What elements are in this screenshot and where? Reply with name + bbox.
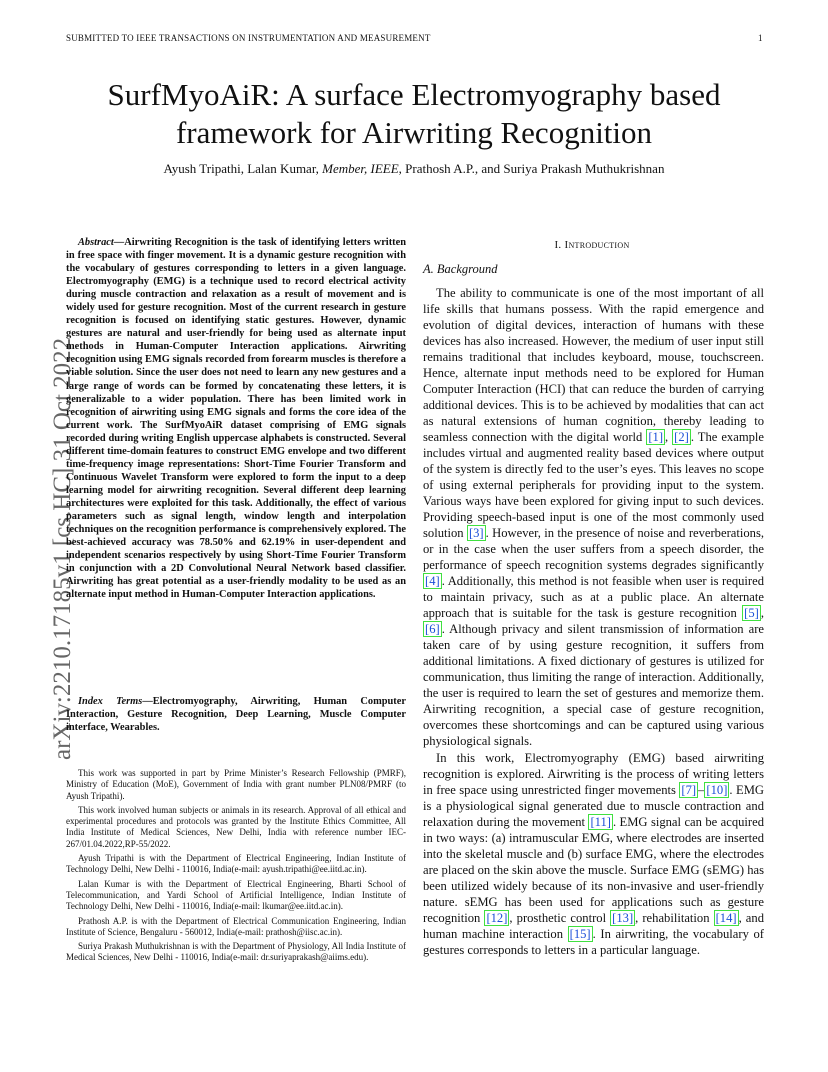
citation-link[interactable]: [13] [612, 911, 634, 925]
intro-text: . Additionally, this method is not feasible when user is required to maintain privacy, such as at a public place. An alternate approach that is suitable for the task is gesture recognition [423, 574, 764, 620]
intro-text: , [760, 606, 764, 620]
citation-link[interactable]: [10] [706, 783, 728, 797]
authors-part-a: Ayush Tripathi, Lalan Kumar, [163, 161, 319, 176]
intro-text: , prosthetic control [509, 911, 611, 925]
section-heading: I. Introduction [554, 239, 630, 251]
citation-link[interactable]: [1] [648, 430, 664, 444]
intro-text: . EMG signal can be acquired in two ways: (a) intramuscular EMG, where electrodes are inserted into the skeletal muscle and (b) surface EMG, where the electrodes are placed on the skin above the muscle. Surface EMG (sEMG) has been utilized widely because of its non-invasive and user-friendly nature. sEMG has been used for applications such as gesture recognition [423, 815, 764, 925]
authors-role: Member, IEEE [322, 161, 399, 176]
intro-paragraph-2 [423, 750, 764, 958]
intro-text: . However, in the presence of noise and reverberations, or in the case when the user suffers from a speech disorder, the performance of speech recognition systems degrades significantly [423, 526, 764, 572]
subsection-heading: A. Background [423, 262, 498, 276]
citation-link[interactable]: [4] [425, 574, 440, 588]
title-line-2: framework for Airwriting Recognition [175, 115, 653, 150]
citation-link[interactable]: [3] [468, 526, 484, 540]
page-number: 1 [758, 33, 763, 43]
index-terms [66, 695, 406, 734]
intro-text: , rehabilitation [635, 911, 714, 925]
citation-link[interactable]: [7] [681, 783, 697, 797]
footnote: This work was supported in part by Prime Minister’s Research Fellowship (PMRF), Ministry of Education (MoE), Government of India with grant number PLN08/PMRF (to Ayush Tripathi). [66, 768, 406, 801]
footnote: Prathosh A.P. is with the Department of Electrical Communication Engineering, Indian Institute of Science, Bengaluru - 560012, India(e-mail: prathosh@iisc.ac.in). [66, 915, 406, 937]
index-terms-text: —Electromyography, Airwriting, Human Computer Interaction, Gesture Recognition, Deep Learning, Muscle Computer interface, Wearables. [66, 696, 406, 734]
citation-link[interactable]: [12] [486, 911, 508, 925]
introduction-body [423, 285, 764, 958]
footnote: Suriya Prakash Muthukrishnan is with the Department of Physiology, All India Institute of Medical Sciences, New Delhi - 110016, India(e-mail: dr.suriyaprakash@aiims.edu). [66, 941, 406, 963]
citation-link[interactable]: [15] [569, 927, 591, 941]
running-title: SUBMITTED TO IEEE TRANSACTIONS ON INSTRUMENTATION AND MEASUREMENT [66, 33, 431, 43]
index-terms-lead: Index Terms [78, 696, 143, 707]
citation-link[interactable]: [5] [744, 606, 759, 620]
intro-text: , [665, 430, 673, 444]
intro-text: – [698, 783, 705, 797]
arxiv-identifier-text: arXiv:2210.17185v1 [cs.HC] 31 Oct 2022 [49, 337, 76, 760]
citation-link[interactable]: [2] [674, 430, 689, 444]
footnote: Ayush Tripathi is with the Department of Electrical Engineering, Indian Institute of Technology Delhi, New Delhi - 110016, India(e-mail: ayush.tripathi@ee.iitd.ac.in). [66, 853, 406, 875]
intro-text: In this work, Electromyography (EMG) based airwriting recognition is explored. Airwriting is the process of writing letters in free space using unrestricted finger movements [423, 751, 764, 797]
intro-text: , and human machine interaction [423, 911, 764, 941]
title-line-1: SurfMyoAiR: A surface Electromyography based [107, 77, 721, 112]
intro-text: . The example includes virtual and augmented reality based devices where output of the system is directly fed to the user’s eyes. This leaves no scope of using external peripherals for providing input to the system. Various ways have been explored for giving input to such devices. Providing speech-based input is one of the most commonly used solution [423, 430, 765, 540]
abstract [66, 236, 406, 601]
authors-part-b: , Prathosh A.P., and Suriya Prakash Muthukrishnan [398, 161, 665, 176]
citation-link[interactable]: [14] [715, 911, 737, 925]
arxiv-identifier [16, 290, 76, 760]
citation-link[interactable]: [11] [590, 815, 611, 829]
intro-text: . EMG is a physiological signal generated due to muscle contraction and relaxation during the movement [423, 783, 764, 829]
author-list [40, 161, 788, 177]
intro-paragraph-1 [423, 285, 764, 749]
intro-text: . In airwriting, the vocabulary of gestures corresponds to letters in a particular language. [423, 927, 764, 957]
footnote: Lalan Kumar is with the Department of Electrical Engineering, Bharti School of Telecommunication, and Yardi School of Artificial Intelligence, Indian Institute of Technology Delhi, New Delhi - 110016, India(e-mail: lkumar@ee.iitd.ac.in). [66, 878, 406, 912]
abstract-text: —Airwriting Recognition is the task of identifying letters written in free space with finger movement. It is a dynamic gesture recognition with the vocabulary of gestures corresponding to letters in a given language. Electromyography (EMG) is a technique used to record electrical activity during muscle contraction and relaxation as a result of movement and is widely used for gesture recognition. Most of the current research in gesture recognition is focused on identifying static gestures. However, dynamic gestures are natural and user-friendly for being used as alternate input methods in Human-Computer Interaction applications. Airwriting recognition using EMG signals recorded from forearm muscles is therefore a viable solution. Since the user does not need to learn any new gestures and a large range of words can be formed by concatenating these letters, it is generalizable to a wider population. There has been limited work in recognition of airwriting using EMG signals and forms the core idea of the current work. The SurfMyoAiR dataset comprising of EMG signals recorded during writing English uppercase alphabets is constructed. Several different time-domain features to construct EMG envelope and two different time-frequency image representations: Short-Time Fourier Transform and Continuous Wavelet Transform were explored to form the input to a deep learning model for airwriting recognition. Several different deep learning architectures were exploited for this task. Additionally, the effect of various parameters such as signal length, window length and interpolation techniques on the recognition performance is comprehensively explored. The best-achieved accuracy was 78.50% and 62.19% in user-dependent and independent scenarios respectively by using Short-Time Fourier Transform in conjunction with a 2D Convolutional Neural Network based classifier. Airwriting has great potential as a user-friendly modality to be used as an alternate input method in Human-Computer Interaction applications. [66, 237, 406, 601]
footnote: This work involved human subjects or animals in its research. Approval of all ethical and experimental procedures and protocols was granted by the Institute Ethics Committee, All India Institute of Medical Sciences, New Delhi, India with reference number IEC-267/01.04.2022,RP-55/2022. [66, 804, 406, 849]
paper-title [40, 76, 788, 152]
intro-text: The ability to communicate is one of the most important of all life skills that humans possess. With the rapid emergence and evolution of digital devices, interaction of humans with these devices has also increased. However, the medium of user input still remains traditional that includes keyboard, mouse, touchscreen. Hence, alternate input methods need to be explored for Human Computer Interaction (HCI) that can reduce the burden of carrying additional devices. This is to be achieved by modalities that can act as natural extensions of human cognition, thereby leading to seamless connection with the digital world [423, 286, 764, 444]
intro-text: . Although privacy and silent transmission of information are taken care of by using gesture recognition, it suffers from additional limitations. A fixed dictionary of gestures is utilized for communication, thus limiting the range of interaction. Additionally, the user is required to learn the set of gestures and memorize them. Airwriting recognition, a special case of gesture recognition, overcomes these shortcomings and can be captured using various physiological signals. [423, 622, 764, 748]
abstract-lead: Abstract [78, 237, 114, 248]
footnotes [66, 768, 406, 967]
citation-link[interactable]: [6] [425, 622, 440, 636]
